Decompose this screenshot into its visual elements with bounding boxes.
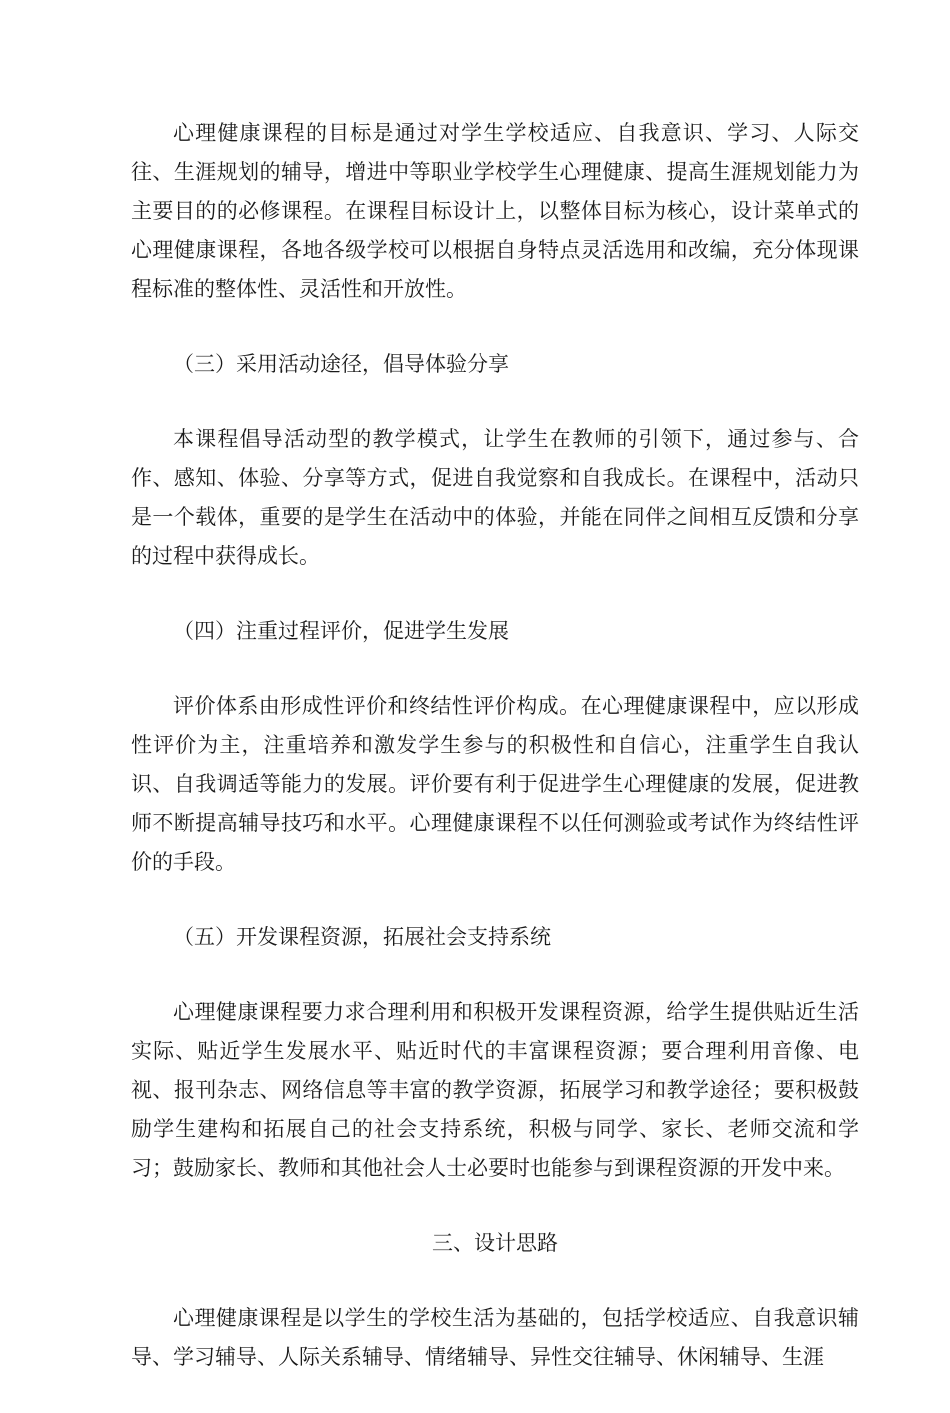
paragraph-resource-development: 心理健康课程要力求合理利用和积极开发课程资源，给学生提供贴近生活实际、贴近学生发展水平、贴近时代的丰富课程资源；要合理利用音像、电视、报刊杂志、网络信息等丰富的教学资源，拓展学习和教学途径；要积极鼓励学生建构和拓展自己的社会支持系统，积极与同学、家长、老师交流和学习；鼓励家长、教师和其他社会人士必要时也能参与到课程资源的开发中来。 bbox=[131, 1000, 859, 1180]
paragraph-activity-teaching: 本课程倡导活动型的教学模式，让学生在教师的引领下，通过参与、合作、感知、体验、分享等方式，促进自我觉察和自我成长。在课程中，活动只是一个载体，重要的是学生在活动中的体验，并能在同伴之间相互反馈和分享的过程中获得成长。 bbox=[131, 427, 859, 568]
section-heading-design-ideas: 三、设计思路 bbox=[432, 1231, 558, 1255]
paragraph-evaluation-system: 评价体系由形成性评价和终结性评价构成。在心理健康课程中，应以形成性评价为主，注重培养和激发学生参与的积极性和自信心，注重学生自我认识、自我调适等能力的发展。评价要有利于促进学生心理健康的发展，促进教师不断提高辅导技巧和水平。心理健康课程不以任何测验或考试作为终结性评价的手段。 bbox=[131, 694, 859, 874]
paragraph-course-goals: 心理健康课程的目标是通过对学生学校适应、自我意识、学习、人际交往、生涯规划的辅导，增进中等职业学校学生心理健康、提高生涯规划能力为主要目的的必修课程。在课程目标设计上，以整体目标为核心，设计菜单式的心理健康课程，各地各级学校可以根据自身特点灵活选用和改编，充分体现课程标准的整体性、灵活性和开放性。 bbox=[131, 121, 859, 301]
paragraph-design-basis: 心理健康课程是以学生的学校生活为基础的，包括学校适应、自我意识辅导、学习辅导、人际关系辅导、情绪辅导、异性交往辅导、休闲辅导、生涯 bbox=[131, 1306, 859, 1369]
document-body bbox=[131, 114, 859, 1413]
subheading-process-evaluation: （四）注重过程评价，促进学生发展 bbox=[173, 619, 509, 643]
subheading-activity-approach: （三）采用活动途径，倡导体验分享 bbox=[173, 352, 509, 376]
subheading-course-resources: （五）开发课程资源，拓展社会支持系统 bbox=[173, 925, 551, 949]
